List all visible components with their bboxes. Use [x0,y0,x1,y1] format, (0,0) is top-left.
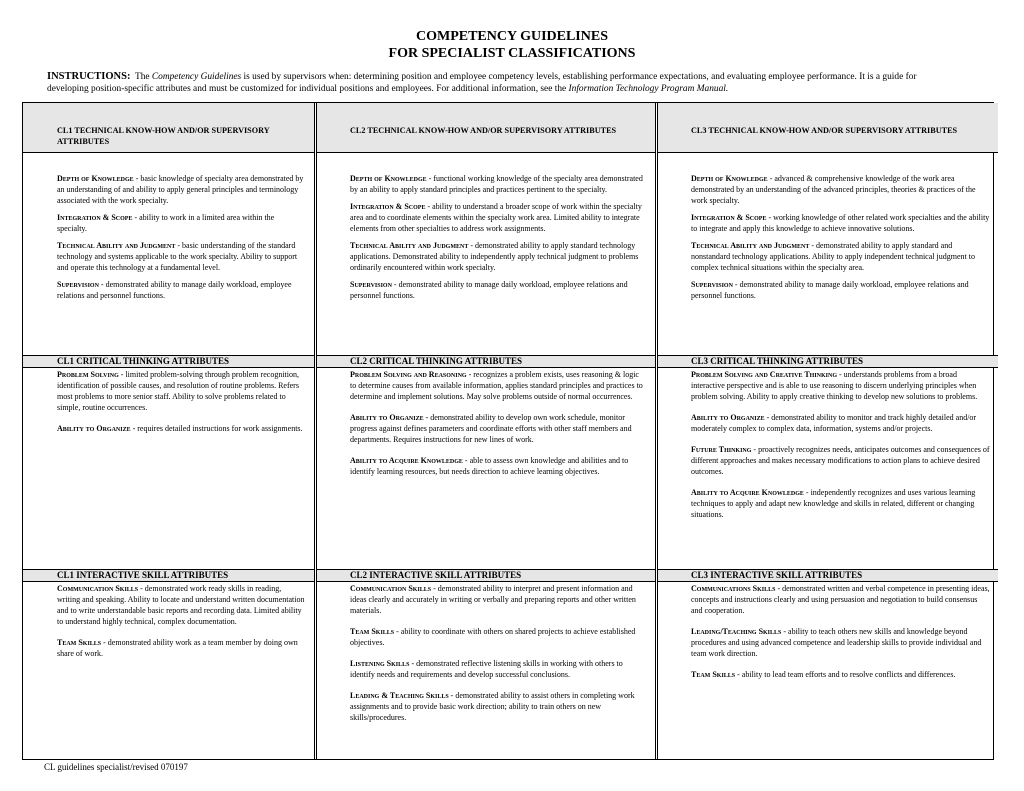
attribute-item: Ability to Acquire Knowledge - independently recognizes and uses various learning techniques to apply and adapt new knowledge and skills in related, different or changing situations. [691,488,976,519]
attribute-item: Problem Solving - limited problem-solving through problem recognition, identification of possible causes, and resolution of routine problems. Refers most problems to more senior staff. Ability to solve problems related to simple, routine occurrences. [57,370,299,412]
critical-section [350,369,647,483]
instructions-part2: is used by supervisors when: determining position and employee competency levels, establishing performance expectations, and evaluating employee performance. It is a guide for developing position-specific attributes and must be customized for individual positions and employees. For additional information, see the [47,72,917,94]
column-cl2 [314,103,656,759]
competency-table [22,102,994,760]
interactive-skill-header: CL3 INTERACTIVE SKILL ATTRIBUTES [658,569,998,582]
attribute-item: Team Skills - ability to lead team efforts and to resolve conflicts and differences. [691,670,956,679]
attribute-item: Depth of Knowledge - advanced & comprehensive knowledge of the work area demonstrated by an understanding of the advanced principles, theories & practices of the work specialty. [691,174,976,205]
attribute-item: Integration & Scope - working knowledge of other related work specialties and the ability to integrate and apply this knowledge to achieve innovative solutions. [691,213,990,233]
attribute-item: Communications Skills - demonstrated written and verbal competence in presenting ideas, concepts and instructions clearly and using persuasion and negotiation to build consensus and cooperation. [691,584,990,615]
critical-thinking-header: CL1 CRITICAL THINKING ATTRIBUTES [23,355,314,368]
column-cl3 [655,103,998,759]
attribute-item: Team Skills - ability to coordinate with others on shared projects to achieve established objectives. [350,627,636,647]
attribute-item: Technical Ability and Judgment - basic understanding of the standard technology and systems applicable to the work specialty. Ability to support and operate this technology at a fundamental level. [57,241,298,272]
title-line-1: COMPETENCY GUIDELINES [415,29,608,44]
attribute-item: Supervision - demonstrated ability to manage daily workload, employee relations and personnel functions. [691,280,969,300]
attribute-item: Leading & Teaching Skills - demonstrated ability to assist others in completing work assignments and to provide basic work direction; ability to train others on new skills/procedures. [350,691,635,722]
critical-section [57,369,306,440]
critical-thinking-header: CL3 CRITICAL THINKING ATTRIBUTES [658,355,998,368]
attribute-item: Problem Solving and Reasoning - recognizes a problem exists, uses reasoning & logic to determine causes from available information, applies standard principles and practices to determine and implement solutions. May solve problems outside of normal occurrences. [350,370,643,401]
instructions-italic2: Information Technology Program Manual. [568,83,729,94]
attribute-item: Ability to Organize - demonstrated ability to monitor and track highly detailed and/or moderately complex to complex data, information, systems and/or projects. [691,413,977,433]
column-header: CL3 TECHNICAL KNOW-HOW AND/OR SUPERVISORY ATTRIBUTES [658,103,998,153]
attribute-item: Ability to Acquire Knowledge - able to assess own knowledge and abilities and to identify learning resources, but needs direction to achieve learning objectives. [350,456,629,476]
document-title [0,28,1024,62]
attribute-item: Technical Ability and Judgment - demonstrated ability to apply standard and nonstandard technology applications. Ability to apply independent technical judgment to complex technical situations within the specialty area. [691,241,975,272]
attribute-item: Depth of Knowledge - basic knowledge of specialty area demonstrated by an understanding of and ability to apply general principles and terminology associated with the work specialty. [57,174,304,205]
attribute-item: Technical Ability and Judgment - demonstrated ability to apply standard technology applications. Demonstrated ability to independently apply technical judgment to problems ordinarily encountered within work specialty. [350,241,639,272]
attribute-item: Integration & Scope - ability to work in a limited area within the specialty. [57,213,275,233]
attribute-item: Listening Skills - demonstrated reflective listening skills in working with others to identify needs and requirements and develop successful conclusions. [350,659,623,679]
technical-section [57,173,306,307]
attribute-item: Supervision - demonstrated ability to manage daily workload, employee relations and personnel functions. [350,280,628,300]
instructions [47,71,947,95]
interactive-section [57,583,306,665]
instructions-italic1: Competency Guidelines [151,72,242,82]
attribute-item: Ability to Organize - requires detailed instructions for work assignments. [57,424,303,433]
interactive-skill-header: CL1 INTERACTIVE SKILL ATTRIBUTES [23,569,314,582]
critical-section [691,369,990,526]
attribute-item: Team Skills - demonstrated ability work as a team member by doing own share of work. [57,638,298,658]
attribute-item: Ability to Organize - demonstrated ability to develop own work schedule, monitor progress against defines parameters and coordinate efforts with other staff members and departments. Requires instructions for new lines of work. [350,413,632,444]
column-header: CL1 TECHNICAL KNOW-HOW AND/OR SUPERVISORY ATTRIBUTES [23,103,314,153]
technical-section [691,173,990,307]
interactive-section [350,583,647,729]
interactive-section [691,583,990,686]
attribute-item: Problem Solving and Creative Thinking - understands problems from a broad interactive perspective and is able to use reasoning to discern underlying principles when problem solving. Ability to apply creative thinking to develop new solutions to problems. [691,370,978,401]
attribute-item: Communication Skills - demonstrated ability to interpret and present information and ideas clearly and accurately in writing or verbally and preparing reports and other written materials. [350,584,636,615]
column-cl1 [23,103,315,759]
title-line-2: FOR SPECIALIST CLASSIFICATIONS [388,46,636,61]
instructions-part1: The [134,72,152,82]
instructions-label: INSTRUCTIONS: [47,71,131,82]
attribute-item: Leading/Teaching Skills - ability to teach others new skills and knowledge beyond procedures and using advanced competence and leadership skills to provide individual and team work direction. [691,627,982,658]
attribute-item: Integration & Scope - ability to understand a broader scope of work within the specialty area and to coordinate elements within the specialty work area. Limited ability to integrate elements from other specialties to address work assignments. [350,202,642,233]
interactive-skill-header: CL2 INTERACTIVE SKILL ATTRIBUTES [317,569,655,582]
attribute-item: Communication Skills - demonstrated work ready skills in reading, writing and speaking. Ability to locate and understand written documentation and to write understandable basic reports and recording data. Limited ability to understand highly technical, complex documentation. [57,584,305,626]
footer-revision: CL guidelines specialist/revised 070197 [44,762,188,772]
attribute-item: Depth of Knowledge - functional working knowledge of the specialty area demonstrated by an ability to apply standard principles and practices pertinent to the specialty. [350,174,643,194]
column-header: CL2 TECHNICAL KNOW-HOW AND/OR SUPERVISORY ATTRIBUTES [317,103,655,153]
attribute-item: Supervision - demonstrated ability to manage daily workload, employee relations and personnel functions. [57,280,292,300]
attribute-item: Future Thinking - proactively recognizes needs, anticipates outcomes and consequences of different approaches and makes necessary modifications to action plans to achieve desired outcomes. [691,445,990,476]
technical-section [350,173,647,307]
critical-thinking-header: CL2 CRITICAL THINKING ATTRIBUTES [317,355,655,368]
